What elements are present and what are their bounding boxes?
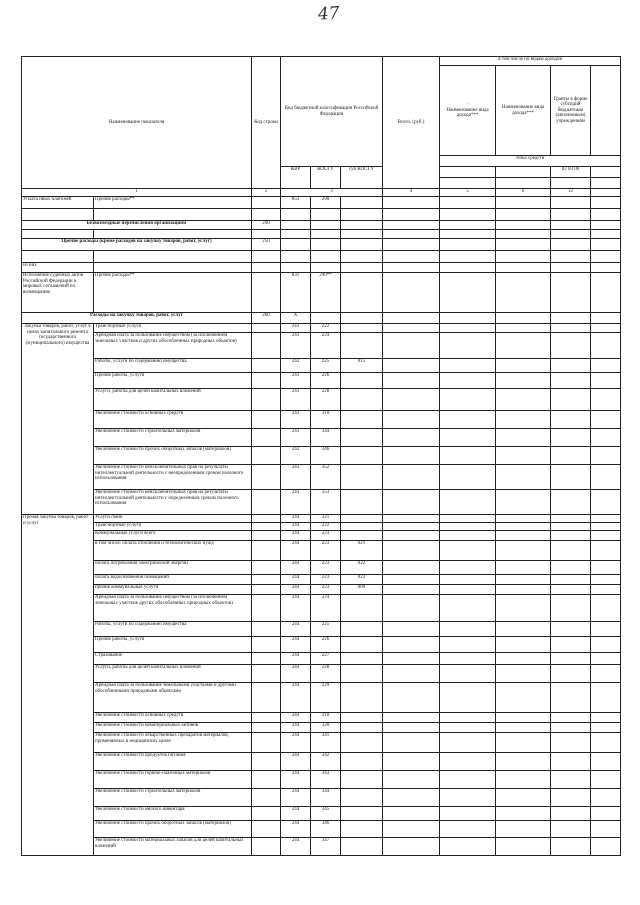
- col-header-total: Всего, (руб.): [383, 57, 440, 189]
- table-row: Расходы на закупку товаров, работ, услуг 260 X: [22, 313, 621, 324]
- table-row: Уплата иных платежей Прочие расходы** 853 290: [22, 197, 621, 209]
- table-row: в том числе: оплата отопления и технологических нужд 244 223 021: [22, 541, 621, 561]
- table-row: Арендная плата за пользование имуществом (за исключением земельных участков и других обособленных природных объектов) 243 224: [22, 333, 621, 359]
- table-row: Исполнение судебных актов Российской Федерации и мировых соглашений по возмещению Прочие расходы** 831 290**: [22, 273, 621, 313]
- col-header-funds-type: типы средств: [440, 156, 621, 167]
- table-row: Прочая закупка товаров, работ и услуг Услуги связи 244 221: [22, 515, 621, 523]
- col-header-indicator: Наименование показателя: [22, 57, 252, 189]
- col-header-budget-code: Код бюджетной классификации Российской Федерации: [281, 57, 383, 167]
- table-row: Прочие работы, услуги 243 226: [22, 373, 621, 389]
- table-row: Транспортные услуги 244 222: [22, 523, 621, 531]
- table-row: Увеличение стоимости горюче-смазочных материалов 244 343: [22, 771, 621, 789]
- col-num-12: 12: [551, 189, 591, 197]
- table-row: Увеличение стоимости неисключительных прав на результаты интеллектуальной деятельности с неопределенным сроком полезного использования 243 352: [22, 465, 621, 490]
- table-row: оплата водоснабжения помещений 244 223 023: [22, 575, 621, 585]
- col-header-kosgu: КОСГУ: [311, 167, 341, 189]
- col-header-grants: Гранты в форме субсидий бюджетным (автономным) учреждениям: [551, 66, 591, 156]
- table-row: Увеличение стоимости лекарственных препаратов материалов, применяемых в медицинских целях 244 341: [22, 733, 621, 753]
- table-row: Страхование 244 227: [22, 653, 621, 665]
- table-row: Работы, услуги по содержанию имущества 244 225: [22, 622, 621, 637]
- table-row: Увеличение стоимости мягкого инвентаря 244 345: [22, 807, 621, 821]
- table-row: Услуги, работы для целей капитальных вложений 243 228: [22, 389, 621, 411]
- col-header-income-name-text: Наименование вида дохода***: [446, 107, 489, 119]
- table-row: Увеличение стоимости неисключительных прав на результаты интеллектуальной деятельности с определенным сроком полезного использования 243 353: [22, 490, 621, 515]
- table-row: Увеличение стоимости строительных материалов 244 344: [22, 789, 621, 807]
- table-row: Увеличение стоимости строительных материалов 243 344: [22, 429, 621, 447]
- col-header-extra: [591, 66, 621, 156]
- table-row: Коммунальные услуги всего 244 223: [22, 531, 621, 541]
- table-row: Увеличение стоимости нематериальных активов 244 320: [22, 723, 621, 733]
- col-header-kvr: КВР: [281, 167, 311, 189]
- table-row: оплата потребления электрической энергии 244 223 022: [22, 561, 621, 575]
- table-row: Прочие расходы (кроме расходов на закупку товаров, работ, услуг) 250: [22, 239, 621, 251]
- table-row: Арендная плата за пользование земельными участками и другими обособленными природными объектами 244 229: [22, 683, 621, 713]
- table-row: Увеличение стоимости материальных запасов для целей капитальных вложений 244 347: [22, 838, 621, 856]
- table-row: Увеличение стоимости основных средств 243 310: [22, 411, 621, 429]
- col-header-row-code: Код строки: [252, 57, 281, 189]
- col-num-4: 4: [383, 189, 440, 197]
- plan-table: [21, 56, 621, 856]
- table-row: Работы, услуги по содержанию имущества 243 225 015: [22, 359, 621, 373]
- col-header-sub-kosgu: суб КОСГУ: [341, 167, 383, 189]
- col-num-3: 3: [281, 189, 383, 197]
- table-row: Увеличение стоимости основных средств 244 310: [22, 713, 621, 723]
- table-row: Прочие работы, услуги 244 226: [22, 637, 621, 653]
- table-row: Арендная плата за пользование имуществом (за исключением земельных участков других обособленных природных объектов) 244 224: [22, 595, 621, 622]
- table-row: прочие коммунальные услуги 244 223 000: [22, 585, 621, 595]
- table-row: из них: [22, 263, 621, 273]
- col-num-1: 1: [22, 189, 252, 197]
- col-num-6: 6: [496, 189, 551, 197]
- table-row: Безвозмездные перечисления организациям 240: [22, 221, 621, 230]
- table-row: Увеличение стоимости прочих оборотных запасов (материалов) 243 346: [22, 447, 621, 465]
- table-row: Увеличение стоимости прочих оборотных запасов (материалов) 244 346: [22, 821, 621, 838]
- col-num-2: 2: [252, 189, 281, 197]
- col-header-funds-code: 02 03 00: [551, 167, 591, 178]
- group-other-procurement: Прочая закупка товаров, работ и услуг: [22, 515, 94, 856]
- col-header-income-name: [440, 66, 496, 156]
- col-num-5: 5: [440, 189, 496, 197]
- group-capital-repair: Закупка товаров, работ, услуг в целях капитального ремонта государственного (муниципального) имущества: [22, 324, 94, 515]
- col-header-by-income: в том числе по видам доходов: [440, 57, 621, 66]
- header-dot-mark: ·: [466, 102, 469, 108]
- col-header-income-name-2: Наименование вида дохода***: [496, 66, 551, 156]
- table-row: Услуги, работы для целей капитальных вложений 244 228: [22, 665, 621, 683]
- table-row: Увеличение стоимости продуктов питания 244 342: [22, 753, 621, 771]
- page-number: 47: [317, 3, 341, 25]
- table-row: Закупка товаров, работ, услуг в целях капитального ремонта государственного (муниципального) имущества Транспортные услуги 243 222: [22, 324, 621, 333]
